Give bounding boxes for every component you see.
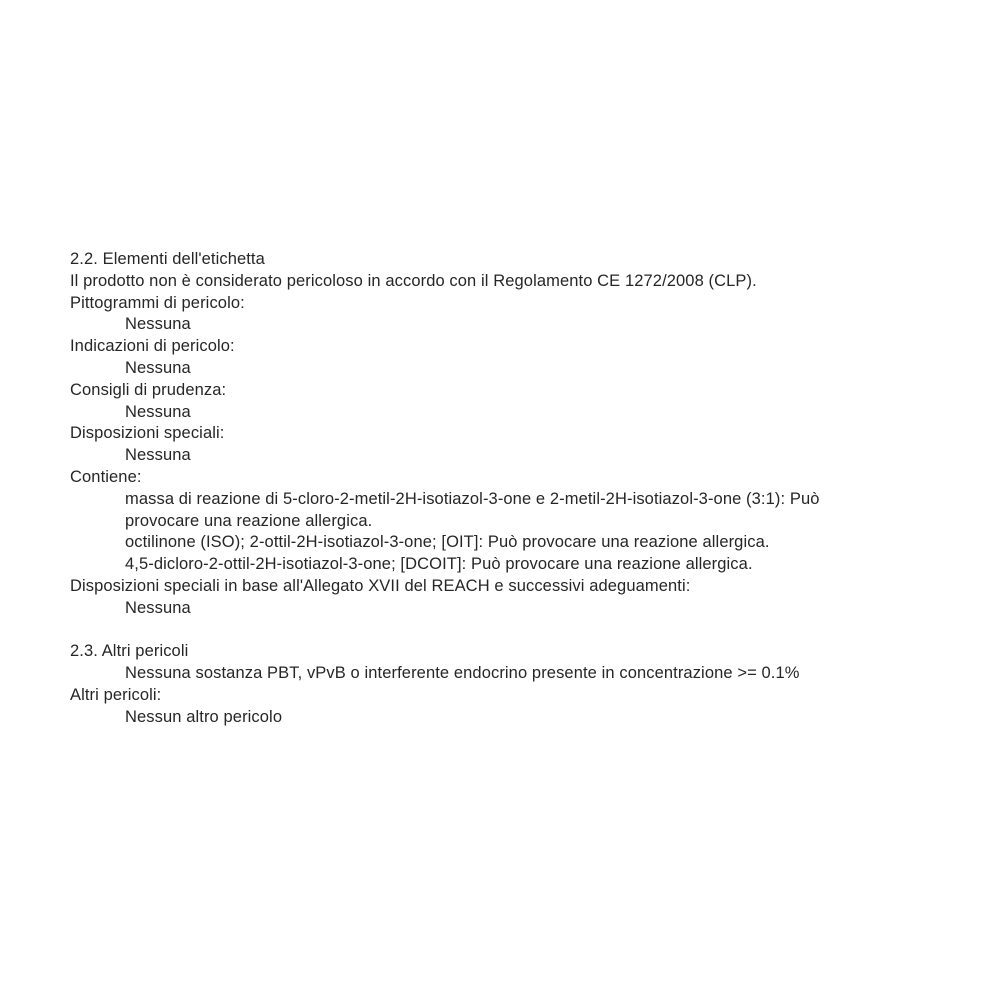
value-consigli-nessuna: Nessuna xyxy=(125,402,191,421)
contiene-item-octilinone-oit: octilinone (ISO); 2-ottil-2H-isotiazol-3-one; [OIT]: Può provocare una reazione allergica. xyxy=(125,533,770,552)
value-allegato-nessuna: Nessuna xyxy=(125,598,191,617)
contiene-item-massa-di-reazione-line1: massa di reazione di 5-cloro-2-metil-2H-isotiazol-3-one e 2-metil-2H-isotiazol-3-one (3:1): Può xyxy=(125,489,820,508)
label-disposizioni-allegato-xvii-reach: Disposizioni speciali in base all'Allegato XVII del REACH e successivi adeguamenti: xyxy=(70,576,691,595)
value-pittogrammi-nessuna: Nessuna xyxy=(125,315,191,334)
label-indicazioni-di-pericolo: Indicazioni di pericolo: xyxy=(70,337,235,356)
value-indicazioni-nessuna: Nessuna xyxy=(125,358,191,377)
section-heading-2-2: 2.2. Elementi dell'etichetta xyxy=(70,250,265,268)
pbt-vpvb-statement: Nessuna sostanza PBT, vPvB o interferente endocrino presente in concentrazione >= 0.1% xyxy=(125,664,800,683)
clp-statement-line: Il prodotto non è considerato pericoloso in accordo con il Regolamento CE 1272/2008 (CLP). xyxy=(70,271,757,290)
label-disposizioni-speciali: Disposizioni speciali: xyxy=(70,424,225,443)
label-contiene: Contiene: xyxy=(70,467,142,486)
blank-line xyxy=(70,620,980,642)
contiene-item-dcoit: 4,5-dicloro-2-ottil-2H-isotiazol-3-one; [DCOIT]: Può provocare una reazione allergica. xyxy=(125,555,753,574)
label-pittogrammi-di-pericolo: Pittogrammi di pericolo: xyxy=(70,293,245,312)
section-heading-2-3: 2.3. Altri pericoli xyxy=(70,642,189,661)
contiene-item-massa-di-reazione-line2: provocare una reazione allergica. xyxy=(125,511,373,530)
value-disposizioni-nessuna: Nessuna xyxy=(125,446,191,465)
value-nessun-altro-pericolo: Nessun altro pericolo xyxy=(125,707,283,726)
label-consigli-di-prudenza: Consigli di prudenza: xyxy=(70,380,227,399)
label-altri-pericoli: Altri pericoli: xyxy=(70,685,162,704)
